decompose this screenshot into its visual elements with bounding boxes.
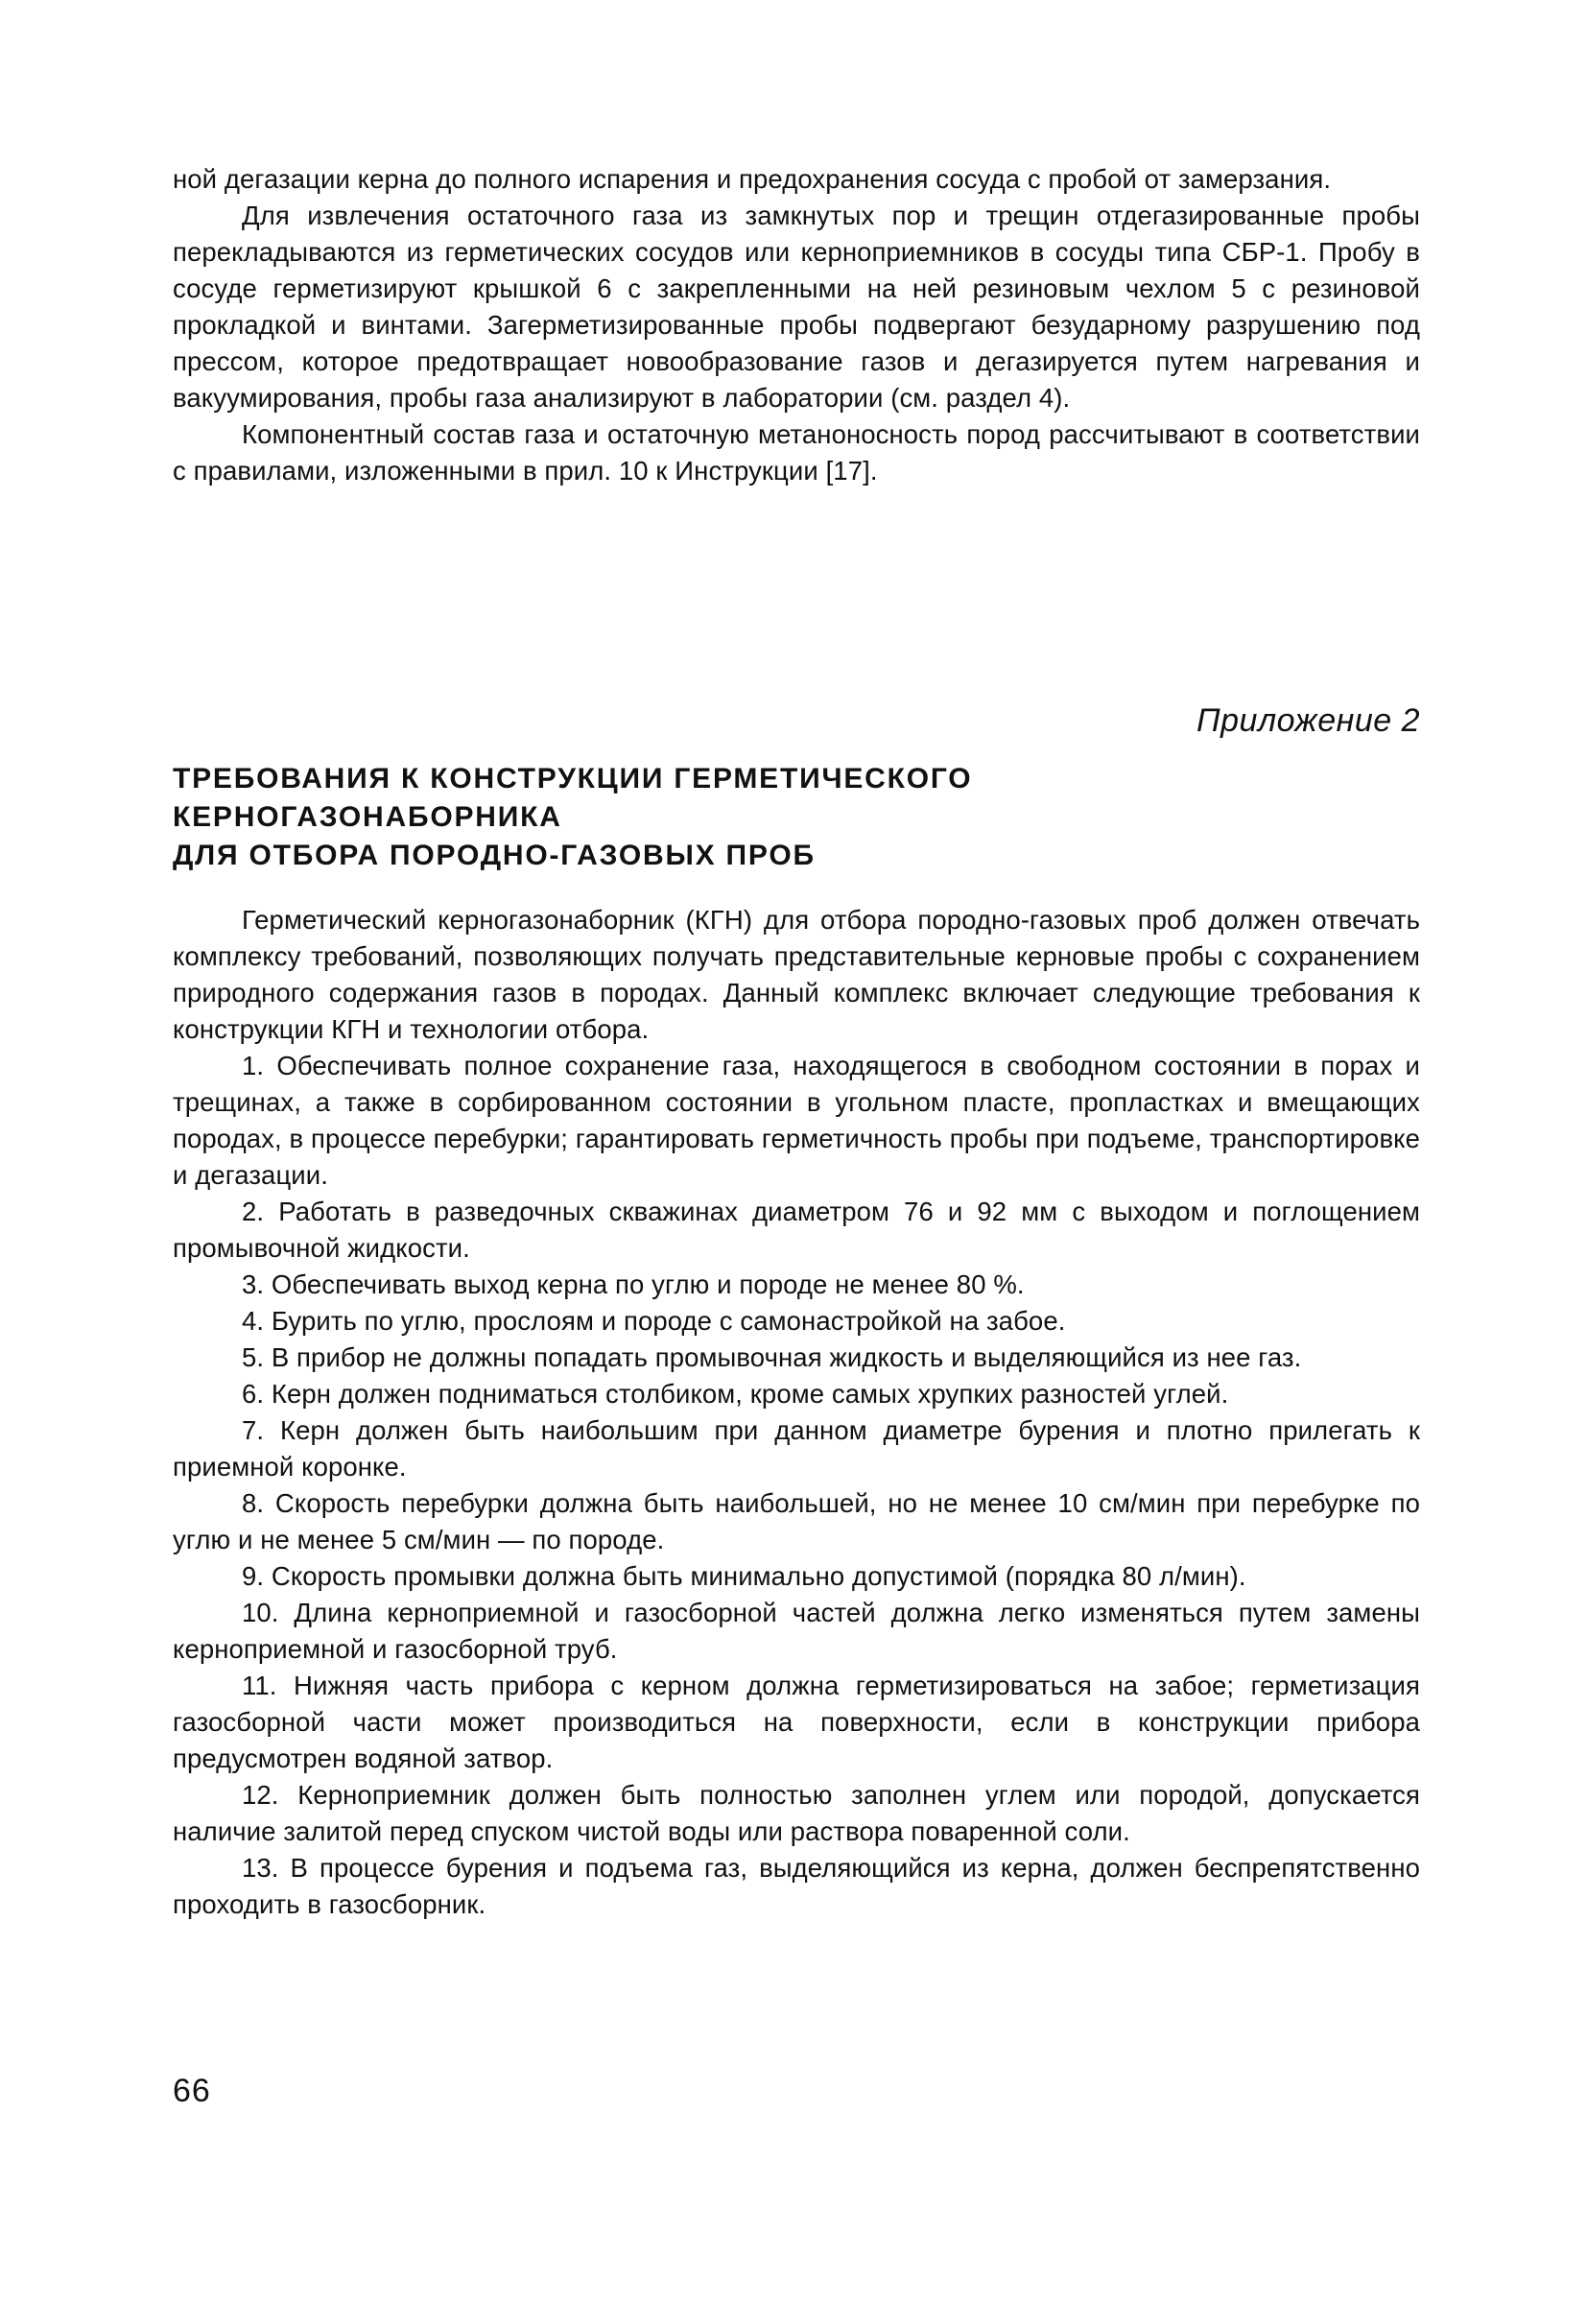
requirement-item: 12. Керноприемник должен быть полностью заполнен углем или породой, допускается наличие залитой перед спуском чистой воды или раствора поваренной соли. (173, 1780, 1420, 1846)
requirement-item: 11. Нижняя часть прибора с керном должна герметизироваться на забое; герметизация газосборной части может производиться на поверхности, если в конструкции прибора предусмотрен водяной затвор. (173, 1671, 1420, 1773)
heading-line-1: ТРЕБОВАНИЯ К КОНСТРУКЦИИ ГЕРМЕТИЧЕСКОГО (173, 763, 973, 794)
intro-paragraph: Герметический керногазонаборник (КГН) для отбора породно-газовых проб должен отвечать комплексу требований, позволяющих получать представительные керновые пробы с сохранением природного содержания газов в породах. Данный комплекс включает следующие требования к конструкции КГН и технологии отбора. (173, 905, 1420, 1044)
heading-line-3: ДЛЯ ОТБОРА ПОРОДНО-ГАЗОВЫХ ПРОБ (173, 840, 816, 871)
requirement-item: 13. В процессе бурения и подъема газ, выделяющийся из керна, должен беспрепятственно проходить в газосборник. (173, 1853, 1420, 1919)
document-page (173, 154, 1420, 2207)
requirement-item: 6. Керн должен подниматься столбиком, кроме самых хрупких разностей углей. (242, 1379, 1229, 1409)
residual-gas-paragraph: Для извлечения остаточного газа из замкнутых пор и трещин отдегазированные пробы перекладываются из герметических сосудов или керноприемников в сосуды типа СБР-1. Пробу в сосуде герметизируют крышкой 6 с закрепленными на ней резиновым чехлом 5 с резиновой прокладкой и винтами. Загерметизированные пробы подвергают безударному разрушению под прессом, которое предотвращает новообразование газов и дегазируется путем нагревания и вакуумирования, пробы газа анализируют в лаборатории (см. раздел 4). (173, 201, 1420, 413)
requirement-item: 9. Скорость промывки должна быть минимально допустимой (порядка 80 л/мин). (242, 1561, 1246, 1591)
heading-line-2: КЕРНОГАЗОНАБОРНИКА (173, 801, 562, 833)
requirement-item: 5. В прибор не должны попадать промывочная жидкость и выделяющийся из нее газ. (242, 1342, 1302, 1372)
requirement-item: 10. Длина керноприемной и газосборной частей должна легко изменяться путем замены керноприемной и газосборной труб. (173, 1598, 1420, 1664)
section-heading (173, 760, 972, 875)
requirement-item: 2. Работать в разведочных скважинах диаметром 76 и 92 мм с выходом и поглощением промывочной жидкости. (173, 1197, 1420, 1263)
continuation-paragraph: ной дегазации керна до полного испарения и предохранения сосуда с пробой от замерзания. (173, 164, 1332, 194)
gas-composition-paragraph: Компонентный состав газа и остаточную метаноносность пород рассчитывают в соответствии с правилами, изложенными в прил. 10 к Инструкции [17]. (173, 419, 1420, 486)
requirement-item: 1. Обеспечивать полное сохранение газа, находящегося в свободном состоянии в порах и трещинах, а также в сорбированном состоянии в угольном пласте, пропластках и вмещающих породах, в процессе перебурки; гарантировать герметичность пробы при подъеме, транспортировке и дегазации. (173, 1051, 1420, 1190)
requirement-item: 7. Керн должен быть наибольшим при данном диаметре бурения и плотно прилегать к приемной коронке. (173, 1415, 1420, 1482)
requirement-item: 3. Обеспечивать выход керна по углю и породе не менее 80 %. (242, 1269, 1025, 1299)
requirement-item: 8. Скорость перебурки должна быть наибольшей, но не менее 10 см/мин при перебурке по углю и не менее 5 см/мин — по породе. (173, 1488, 1420, 1554)
requirement-item: 4. Бурить по углю, прослоям и породе с самонастройкой на забое. (242, 1306, 1066, 1336)
page-number: 66 (173, 2073, 211, 2109)
top-text-block (173, 161, 1420, 489)
appendix-label: Приложение 2 (1196, 702, 1420, 739)
requirements-block (173, 902, 1420, 1923)
